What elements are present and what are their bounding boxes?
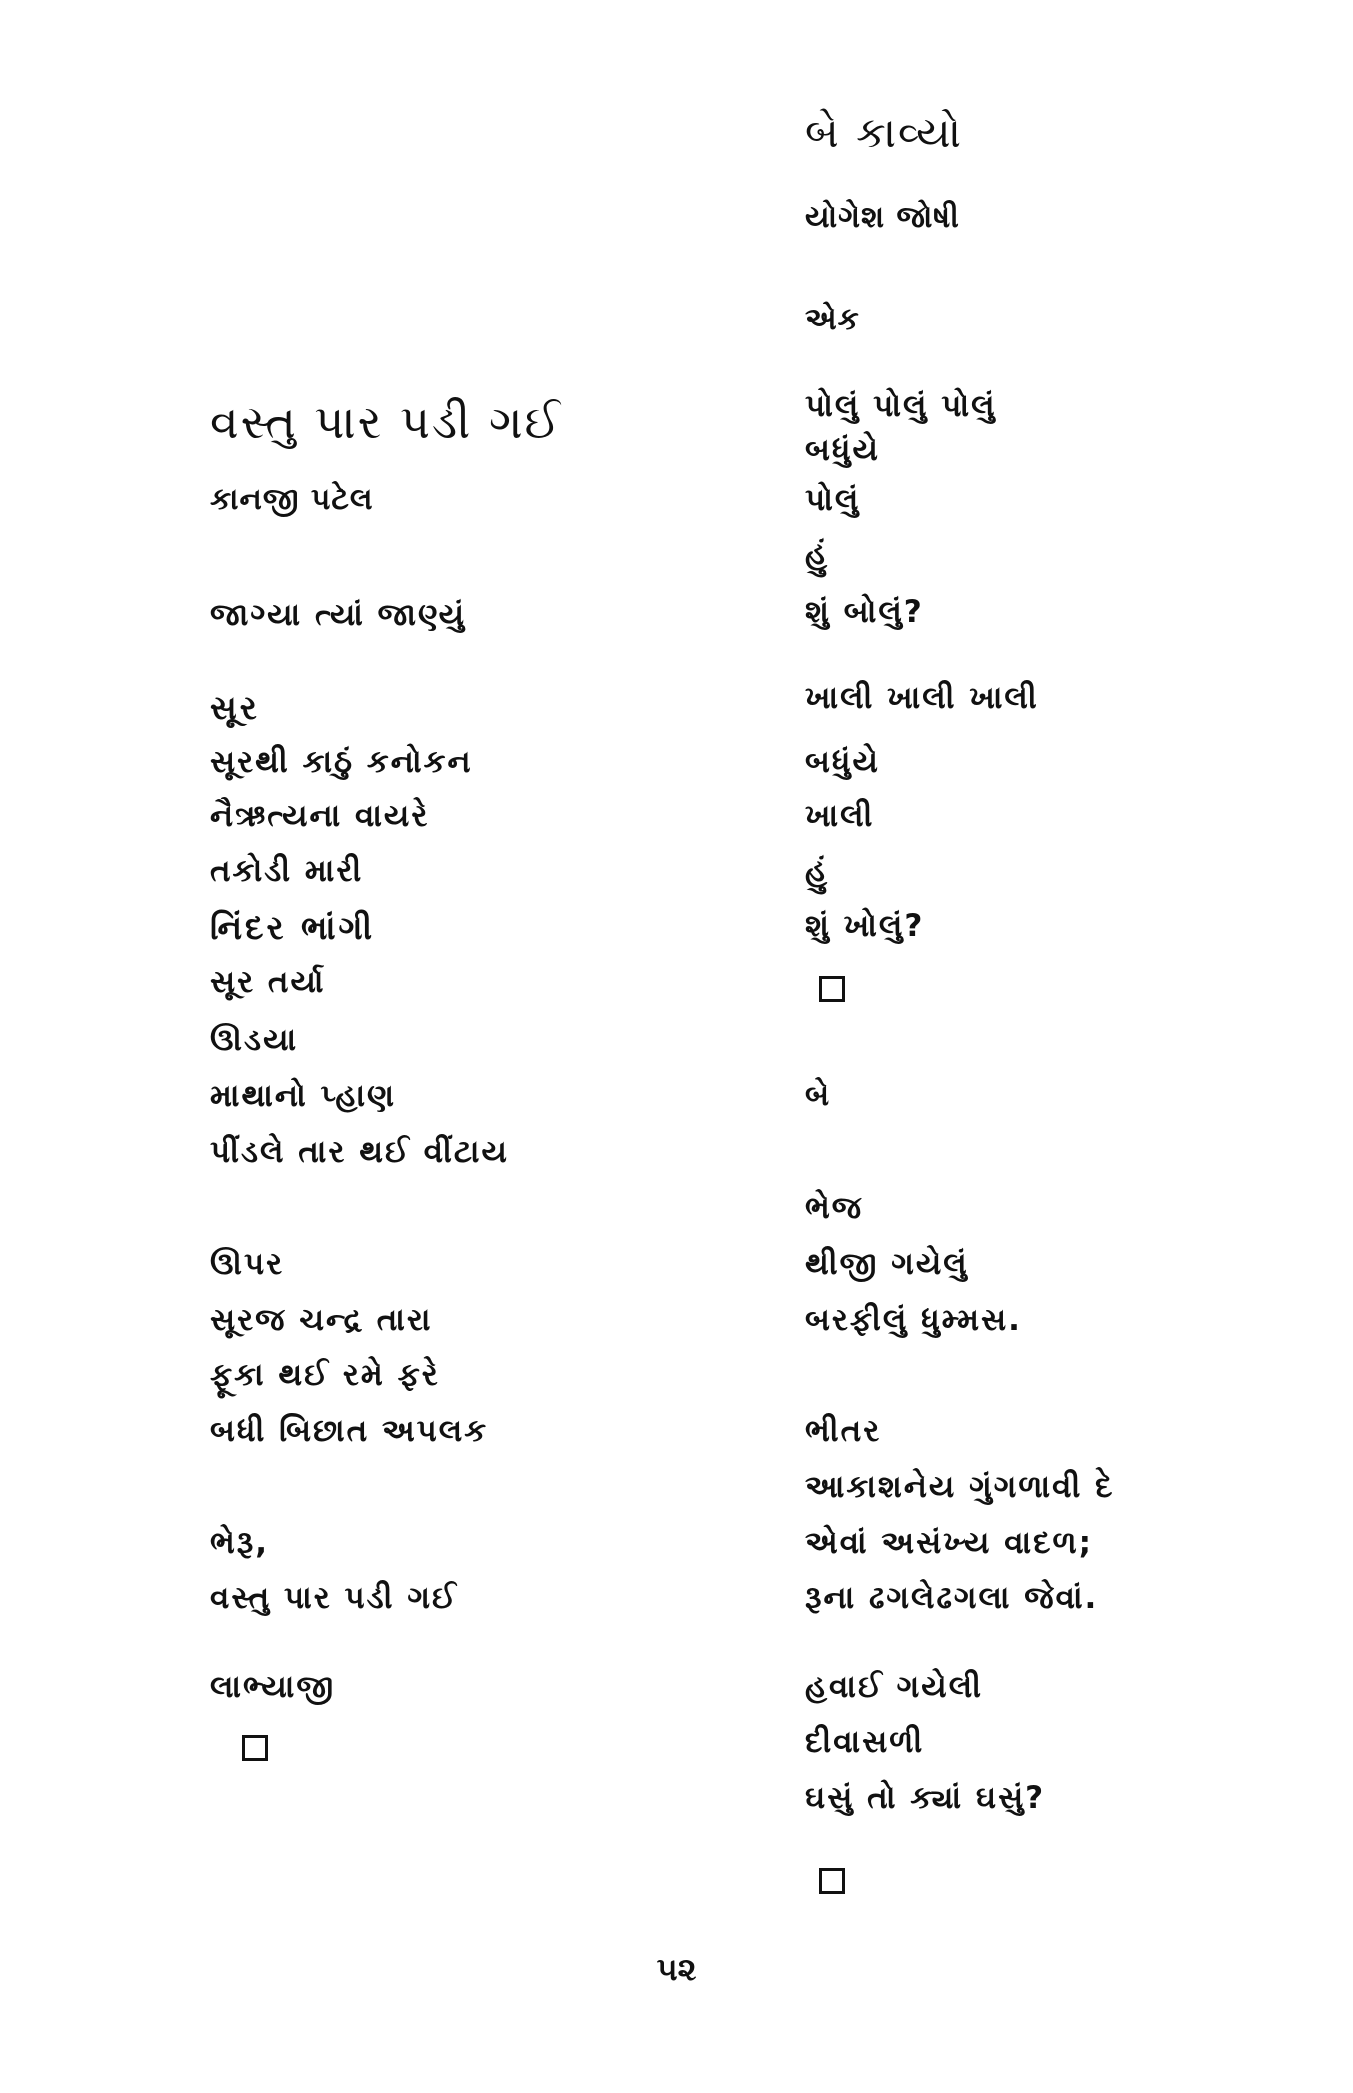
poem-line: થીજી ગયેલું: [805, 1246, 969, 1282]
poem-line: શું ખોલું?: [805, 908, 925, 944]
poem-line: પોલું પોલું પોલું: [805, 388, 997, 424]
poem-line: ઘસું તો ક્યાં ઘસું?: [805, 1780, 1046, 1816]
end-mark-icon: [242, 1735, 268, 1761]
poem-line: જાગ્યા ત્યાં જાણ્યું: [210, 597, 467, 633]
poem-line: શું બોલું?: [805, 594, 924, 630]
poem-line: ફૂકા થઈ રમે ફરે: [210, 1357, 440, 1393]
poem-line: હવાઈ ગયેલી: [805, 1669, 983, 1705]
poem-line: પોલું: [805, 482, 861, 518]
section-heading-one: એક: [805, 302, 860, 337]
poem-line: ભેરૂ,: [210, 1525, 270, 1561]
poem-line: સૂરથી કાઠું કનોકન: [210, 744, 473, 780]
poem-signoff: લાભ્યાજી: [210, 1669, 336, 1705]
end-mark-icon: [819, 1868, 845, 1894]
poem-line: રૂના ઢગલેઢગલા જેવાં.: [805, 1580, 1099, 1616]
poem-line: સૂર તર્યા: [210, 964, 326, 1000]
poem-line: આકાશનેય ગુંગળાવી દે: [805, 1469, 1115, 1505]
poem-line: નિંદર ભાંગી: [210, 908, 376, 947]
poem-author: યોગેશ જોષી: [805, 200, 960, 235]
poem-line: બધુંયે: [805, 744, 880, 780]
poem-title: બે કાવ્યો: [805, 108, 964, 157]
poem-line: તકોડી મારી: [210, 853, 364, 889]
poem-line: ભેજ: [805, 1190, 864, 1226]
poem-line: વસ્તુ પાર પડી ગઈ: [210, 1580, 458, 1616]
page-number: ૫૨: [656, 1950, 697, 1988]
poem-line: દીવાસળી: [805, 1724, 925, 1760]
poem-line: હું: [805, 536, 830, 572]
poem-title: વસ્તુ પાર પડી ગઈ: [210, 395, 563, 449]
poem-line: બધુંયે: [805, 432, 880, 468]
poem-line: ભીતર: [805, 1413, 882, 1449]
poem-line: બધી બિછાત અપલક: [210, 1413, 489, 1449]
poem-line: પીંડલે તાર થઈ વીંટાય: [210, 1134, 509, 1170]
section-heading-two: બે: [805, 1078, 831, 1113]
poem-line: બરફીલું ધુમ્મસ.: [805, 1302, 1022, 1338]
poem-line: નૈઋત્યના વાયરે: [210, 798, 430, 834]
poem-author: કાનજી પટેલ: [210, 482, 374, 517]
poem-line: સૂર: [210, 688, 260, 727]
poem-line: એવાં અસંખ્ય વાદળ;: [805, 1525, 1094, 1561]
poem-line: માથાનો પ્હાણ: [210, 1078, 397, 1114]
poem-line: ઊપર: [210, 1246, 285, 1282]
poem-line: સૂરજ ચન્દ્ર તારા: [210, 1302, 433, 1338]
poem-line: ખાલી ખાલી ખાલી: [805, 680, 1039, 716]
poem-line: ખાલી: [805, 798, 875, 834]
poem-line: હું: [805, 853, 830, 889]
end-mark-icon: [819, 976, 845, 1002]
poem-line: ઊડયા: [210, 1022, 299, 1058]
